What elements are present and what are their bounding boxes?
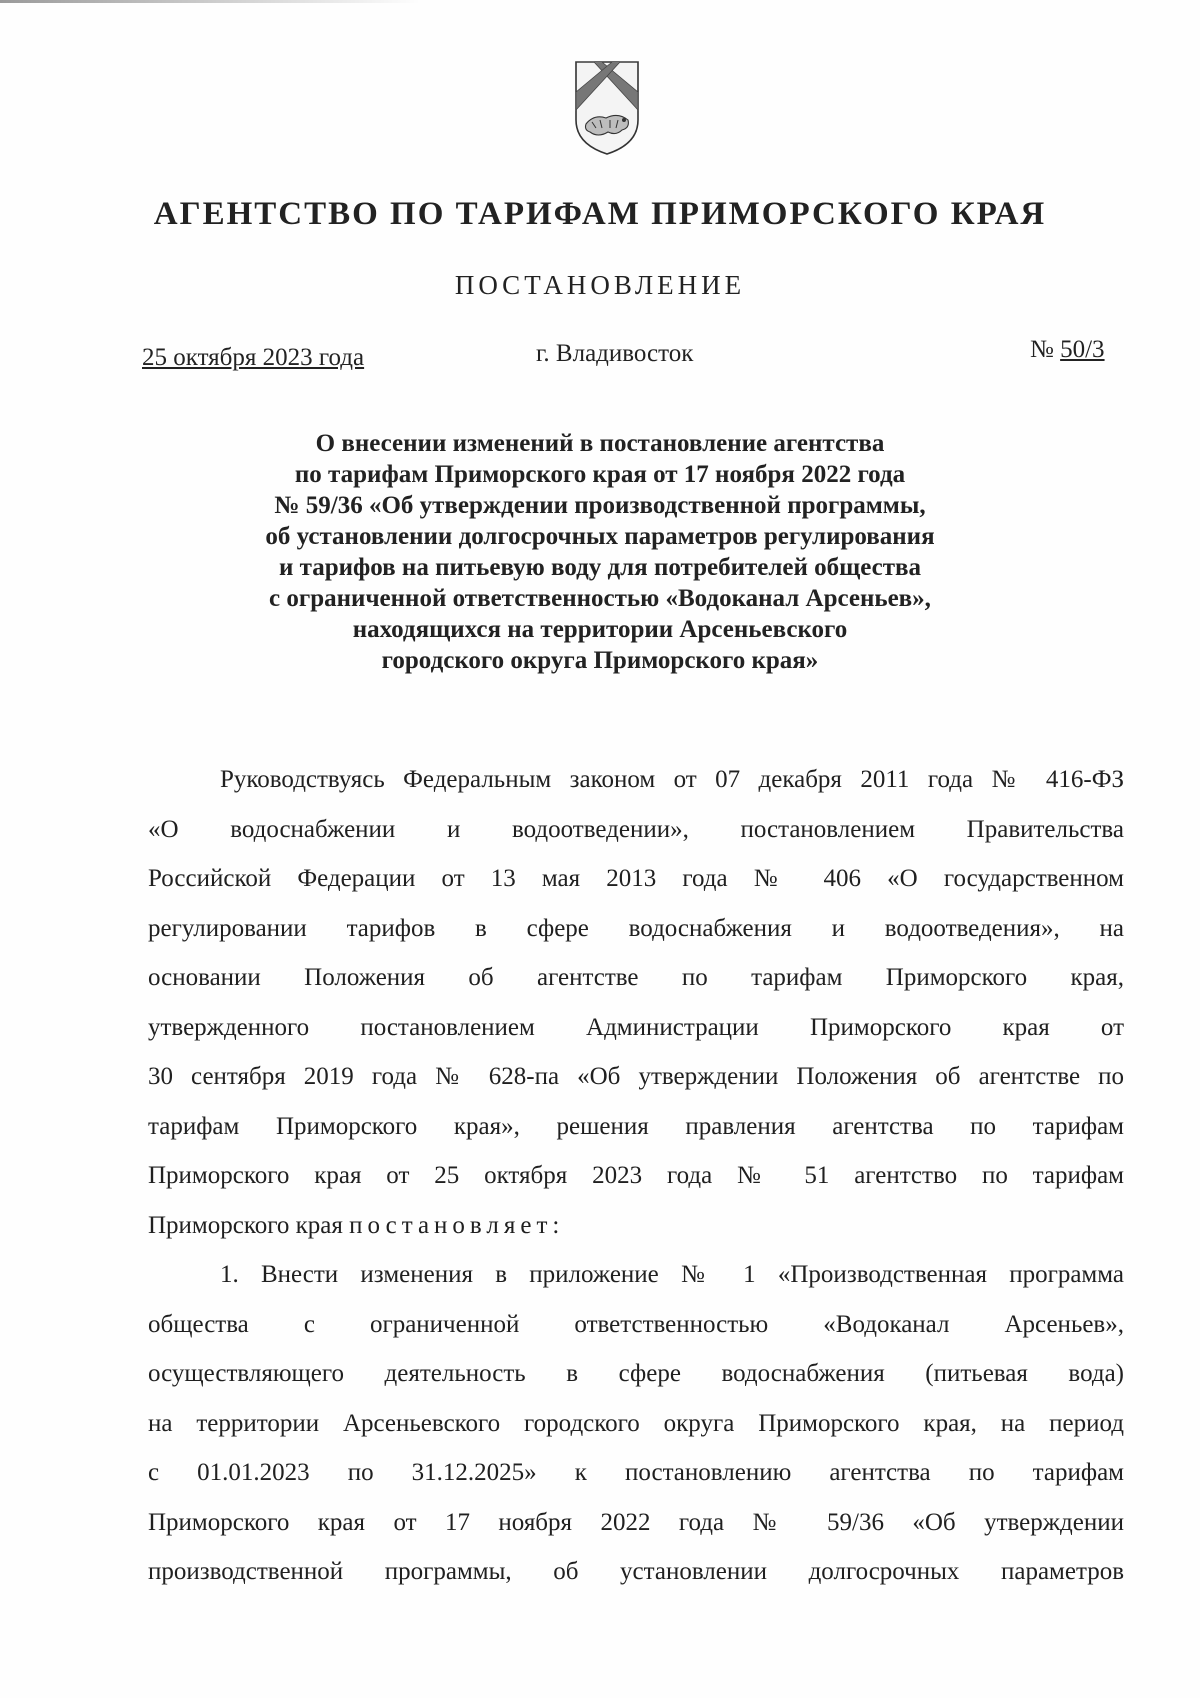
body-line-resolves (148, 1201, 1124, 1251)
body-line-text: Приморского края (148, 1211, 350, 1239)
coat-of-arms-icon (572, 58, 642, 158)
body-line: Руководствуясь Федеральным законом от 07 декабря 2011 года № 416-ФЗ (220, 766, 1124, 793)
document-number (1030, 336, 1105, 364)
body-line: Приморского края от 25 октября 2023 года № 51 агентство по тарифам (148, 1162, 1124, 1189)
title-line: № 59/36 «Об утверждении производственной программы, (274, 492, 926, 519)
body-line: осуществляющего деятельность в сфере водоснабжения (питьевая вода) (148, 1360, 1124, 1387)
body-line: «О водоснабжении и водоотведении», постановлением Правительства (148, 815, 1124, 843)
title-line: находящихся на территории Арсеньевского (352, 616, 848, 643)
resolves-word: постановляет: (349, 1211, 565, 1239)
body-line: общества с ограниченной ответственностью «Водоканал Арсеньев», (148, 1310, 1124, 1338)
body-line: утвержденного постановлением Администрации Приморского края от (148, 1013, 1124, 1041)
title-line: О внесении изменений в постановление агентства (315, 430, 885, 457)
body-line: тарифам Приморского края», решения правления агентства по тарифам (148, 1112, 1124, 1140)
title-line: по тарифам Приморского края от 17 ноября 2022 года (294, 461, 906, 488)
title-line: об установлении долгосрочных параметров регулирования (265, 523, 935, 550)
body-line: регулировании тарифов в сфере водоснабжения и водоотведения», на (148, 914, 1124, 942)
title-line: городского округа Приморского края» (381, 647, 819, 674)
document-date: 25 октября 2023 года (142, 344, 365, 371)
agency-name: АГЕНТСТВО ПО ТАРИФАМ ПРИМОРСКОГО КРАЯ (153, 196, 1047, 232)
body-line: основании Положения об агентстве по тарифам Приморского края, (148, 964, 1124, 991)
document-city: г. Владивосток (536, 340, 694, 367)
document-title (150, 428, 1050, 676)
body-line: на территории Арсеньевского городского округа Приморского края, на период (148, 1409, 1124, 1437)
number-value: 50/3 (1060, 336, 1105, 363)
body-line: производственной программы, об установлении долгосрочных параметров (148, 1558, 1124, 1585)
title-line: и тарифов на питьевую воду для потребителей общества (278, 554, 922, 581)
scan-edge (0, 0, 420, 3)
title-line: с ограниченной ответственностью «Водоканал Арсеньев», (269, 585, 931, 612)
body-line: Российской Федерации от 13 мая 2013 года № 406 «О государственном (148, 865, 1124, 892)
number-prefix: № (1030, 336, 1061, 363)
document-type: ПОСТАНОВЛЕНИЕ (454, 270, 746, 300)
body-line: 30 сентября 2019 года № 628-па «Об утверждении Положения об агентстве по (148, 1063, 1124, 1090)
document-body (148, 755, 1124, 1597)
body-line: с 01.01.2023 по 31.12.2025» к постановлению агентства по тарифам (148, 1459, 1124, 1486)
body-line: Приморского края от 17 ноября 2022 года № 59/36 «Об утверждении (148, 1508, 1124, 1536)
body-line: 1. Внести изменения в приложение № 1 «Производственная программа (220, 1261, 1124, 1288)
